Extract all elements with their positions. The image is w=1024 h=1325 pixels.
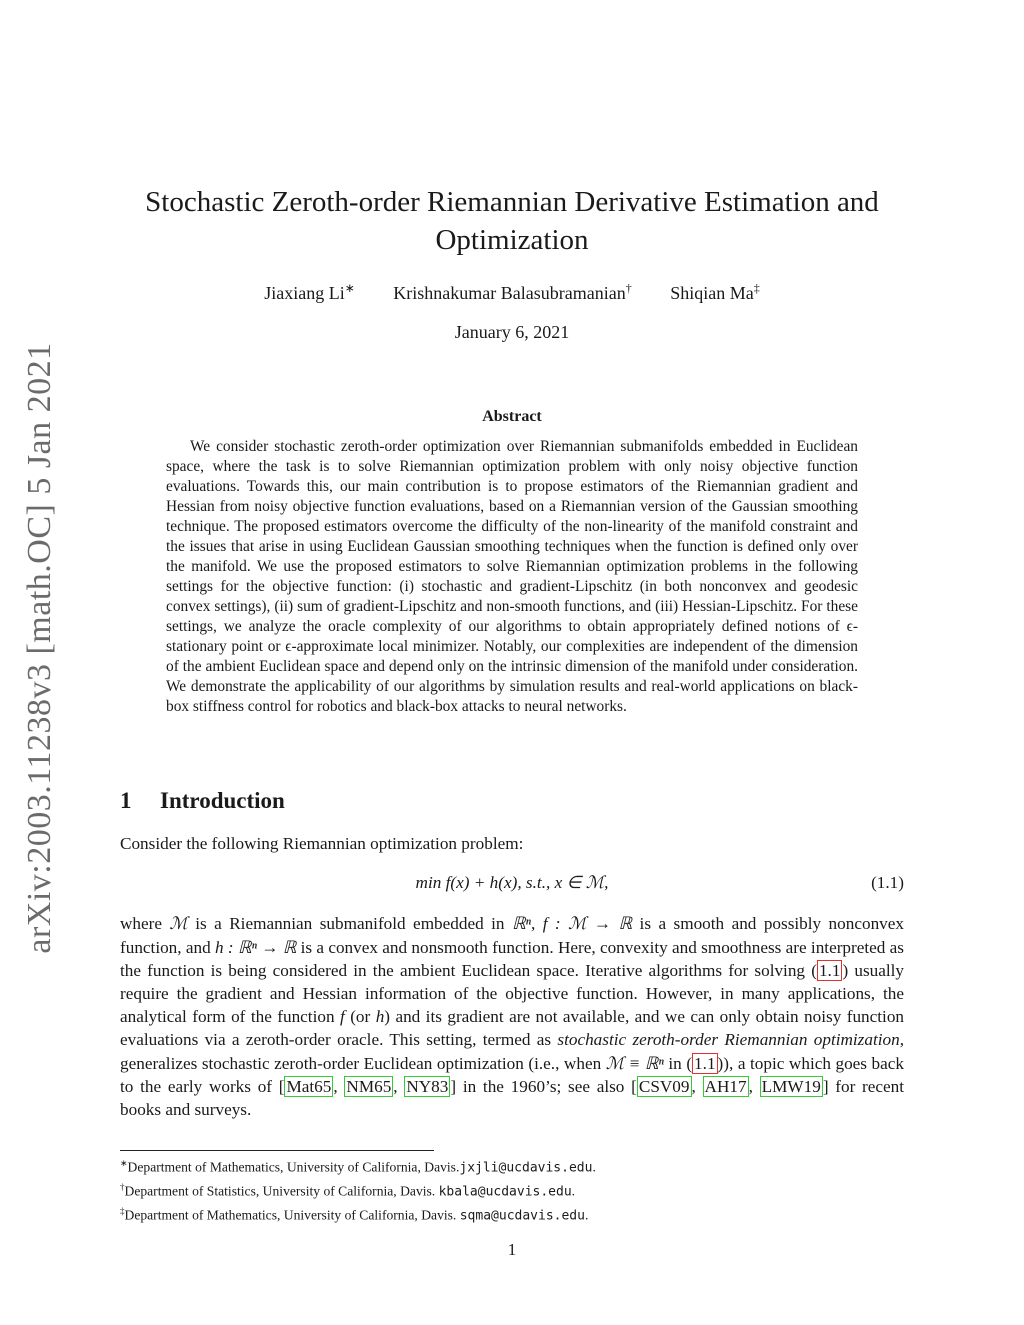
- author-footnote-mark: ‡: [753, 281, 760, 295]
- footnote-end: .: [592, 1159, 596, 1175]
- math-f-map: f : ℳ → ℝ: [542, 914, 633, 933]
- math-h: h: [375, 1007, 385, 1027]
- footnote-mark: ∗: [120, 1158, 128, 1168]
- emphasized-term: stochastic zeroth-order Riemannian optimization: [557, 1030, 900, 1050]
- citation-link[interactable]: AH17: [704, 1076, 747, 1096]
- footnote-text: Department of Statistics, University of California, Davis.: [124, 1183, 439, 1199]
- section-title: Introduction: [160, 788, 285, 813]
- text: ) and its gradient are not available, and we can only obtain noisy function evaluations via a zeroth-order oracle. This setting, termed as: [120, 1007, 905, 1050]
- text: )), a topic which goes back to the early works of [: [120, 1053, 904, 1096]
- abstract-heading: Abstract: [482, 408, 542, 425]
- title-line-2: Optimization: [435, 224, 589, 256]
- citation-link[interactable]: Mat65: [286, 1076, 332, 1096]
- publication-date: January 6, 2021: [454, 322, 570, 342]
- math-f: f: [339, 1007, 345, 1027]
- footnote-email[interactable]: kbala@ucdavis.edu: [438, 1184, 572, 1200]
- footnote-email[interactable]: sqma@ucdavis.edu: [459, 1209, 585, 1224]
- text: is a convex and nonsmooth function. Here, convexity and smoothness are interpreted as the function is being considered in the ambient Euclidean space. Iterative algorithms for solving: [120, 938, 904, 981]
- text: , generalizes stochastic zeroth-order Euclidean optimization (i.e., when: [120, 1030, 904, 1073]
- text: is a Riemannian submanifold embedded in: [187, 914, 512, 933]
- section-heading: [120, 788, 285, 814]
- author-2: [393, 281, 631, 304]
- text: usually require the gradient and Hessian information of the objective function. However, in many applications, the analytical form of the function: [120, 961, 904, 1027]
- footnote-mark: ‡: [120, 1206, 125, 1217]
- math-rn: ℝⁿ: [511, 914, 531, 933]
- text: where: [120, 914, 170, 933]
- intro-paragraph: where ℳ is a Riemannian submanifold embedded in ℝⁿ, f : ℳ → ℝ is a smooth and possibly nonconvex function, and h : ℝⁿ → ℝ is a convex and nonsmooth function. Here, convexity and smoothness are interpreted as the function is being considered in the ambient Euclidean space. Iterative algorithms for solving ( 1.1 ) usually require the gradient and Hessian information of the objective function. However, in many applications, the analytical form of the function f (or h) and its gradient are not available, and we can only obtain noisy function evaluations via a zeroth-order oracle. This setting, termed as stochastic zeroth-order Riemannian optimization, generalizes stochastic zeroth-order Euclidean optimization (i.e., when ℳ ≡ ℝⁿ in ( 1.1 )), a topic which goes back to the early works of [ Mat65 , NM65 , NY83 ] in the 1960’s; see also [ CSV09 , AH17 , LMW19 ] for recent books and surveys.: [120, 914, 905, 1119]
- author-list: [120, 281, 904, 304]
- text: is a smooth and possibly nonconvex function, and: [120, 914, 904, 958]
- equation-body: min f(x) + h(x), s.t., x ∈ ℳ,: [415, 873, 609, 892]
- footnote-text: Department of Mathematics, University of California, Davis.: [127, 1159, 460, 1175]
- footnote-mark: †: [120, 1182, 125, 1193]
- footnote-email[interactable]: jxjli@ucdavis.edu: [459, 1160, 593, 1176]
- math-h-map: h : ℝⁿ → ℝ: [215, 938, 297, 958]
- author-footnote-mark: †: [625, 281, 632, 295]
- math-equivalence: ℳ ≡ ℝⁿ: [605, 1053, 664, 1073]
- equation-reference-link[interactable]: 1.1: [694, 1053, 716, 1073]
- author-3: [670, 281, 760, 304]
- equation-reference-link[interactable]: 1.1: [818, 961, 841, 981]
- text: ] for recent books and surveys.: [120, 1076, 905, 1119]
- citation-link[interactable]: NM65: [346, 1076, 392, 1096]
- author-name: Jiaxiang Li: [264, 283, 345, 303]
- abstract-body: We consider stochastic zeroth-order optimization over Riemannian submanifolds embedded in Euclidean space, where the task is to solve Riemannian optimization problem with only noisy objective function evaluations. Towards this, our main contribution is to propose estimators of the Riemannian gradient and Hessian from noisy objective function evaluations, based on a Riemannian version of the Gaussian smoothing technique. The proposed estimators overcome the difficulty of the non-linearity of the manifold constraint and the issues that arise in using Euclidean Gaussian smoothing techniques when the function is defined only over the manifold. We use the proposed estimators to solve Riemannian optimization problems in the following settings for the objective function: (i) stochastic and gradient-Lipschitz (in both nonconvex and geodesic convex settings), (ii) sum of gradient-Lipschitz and non-smooth functions, and (iii) Hessian-Lipschitz. For these settings, we analyze the oracle complexity of our algorithms to obtain appropriately defined notions of ϵ-stationary point or ϵ-approximate local minimizer. Notably, our complexities are independent of the dimension of the ambient Euclidean space and depend only on the intrinsic dimension of the manifold under consideration. We demonstrate the applicability of our algorithms by simulation results and real-world applications on black-box stiffness control for robotics and black-box attacks to neural networks.: [166, 438, 858, 715]
- citation-link[interactable]: NY83: [406, 1076, 449, 1096]
- text: in (: [663, 1053, 693, 1073]
- paper-title: [120, 183, 904, 259]
- text: ] in the 1960’s; see also [: [450, 1076, 637, 1096]
- citation-link[interactable]: CSV09: [638, 1076, 690, 1096]
- footnote-end: .: [584, 1208, 589, 1223]
- math-manifold: ℳ: [169, 914, 188, 934]
- footnotes: [120, 1154, 596, 1227]
- section-number: 1: [120, 788, 132, 813]
- equation-1-1: [120, 873, 904, 897]
- footnote-3: [120, 1202, 596, 1226]
- text: ,: [530, 914, 543, 933]
- footnote-divider: [120, 1150, 434, 1151]
- intro-lead-sentence: Consider the following Riemannian optimization problem:: [120, 834, 524, 853]
- page-number: 1: [507, 1240, 517, 1259]
- footnote-text: Department of Mathematics, University of California, Davis.: [124, 1208, 460, 1223]
- author-name: Shiqian Ma: [670, 283, 754, 303]
- title-line-1: Stochastic Zeroth-order Riemannian Derivative Estimation and: [145, 186, 879, 218]
- author-name: Krishnakumar Balasubramanian: [393, 283, 626, 303]
- citation-link[interactable]: LMW19: [761, 1076, 821, 1096]
- footnote-2: [120, 1178, 596, 1202]
- footnote-end: .: [571, 1183, 576, 1199]
- author-1: [264, 281, 355, 304]
- equation-number: (1.1): [871, 873, 904, 892]
- author-footnote-mark: ∗: [344, 281, 355, 295]
- footnote-1: [120, 1154, 596, 1178]
- text: (or: [344, 1007, 376, 1027]
- arxiv-identifier-stamp: arXiv:2003.11238v3 [math.OC] 5 Jan 2021: [21, 342, 58, 954]
